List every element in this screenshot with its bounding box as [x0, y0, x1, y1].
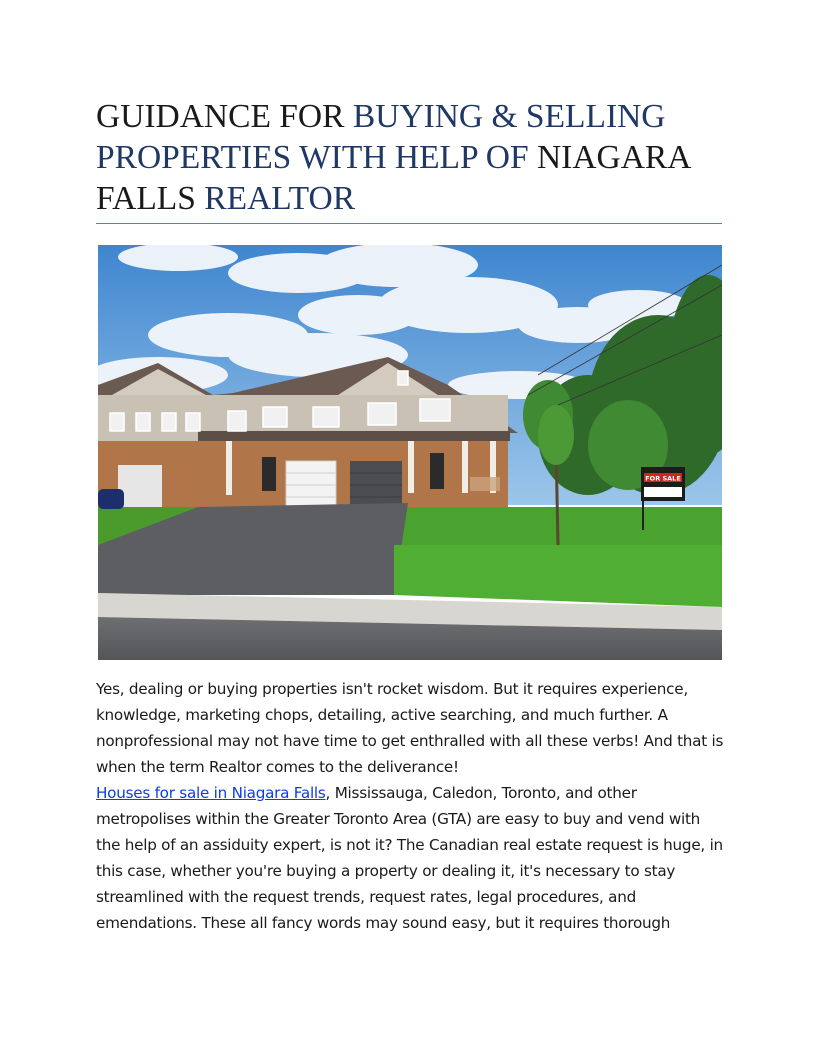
- house-photo: [98, 245, 722, 660]
- article-body: [96, 676, 726, 936]
- page-title: [96, 96, 736, 219]
- houses-for-sale-link[interactable]: Houses for sale in Niagara Falls: [96, 784, 326, 802]
- title-part-2: BUYING & SELLING PROPERTIES WITH HELP OF: [96, 98, 666, 176]
- title-part-4: REALTOR: [204, 180, 356, 217]
- title-part-1: GUIDANCE FOR: [96, 98, 353, 135]
- title-divider: [96, 223, 722, 224]
- paragraph-2: [96, 780, 726, 936]
- title-part-3: NIAGARA FALLS: [96, 139, 690, 217]
- for-sale-sign-text: FOR SALE: [645, 474, 681, 483]
- paragraph-2-text: , Mississauga, Caledon, Toronto, and other metropolises within the Greater Toronto Area (GTA) are easy to buy and vend with the help of an assiduity expert, is not it? The Canadian real estate request is huge, in this case, whether you're buying a property or dealing it, it's necessary to stay streamlined with the request trends, request rates, legal procedures, and emendations. These all fancy words may sound easy, but it requires thorough: [96, 784, 723, 932]
- paragraph-1: Yes, dealing or buying properties isn't rocket wisdom. But it requires experience, knowledge, marketing chops, detailing, active searching, and much further. A nonprofessional may not have time to get enthralled with all these verbs! And that is when the term Realtor comes to the deliverance!: [96, 680, 724, 776]
